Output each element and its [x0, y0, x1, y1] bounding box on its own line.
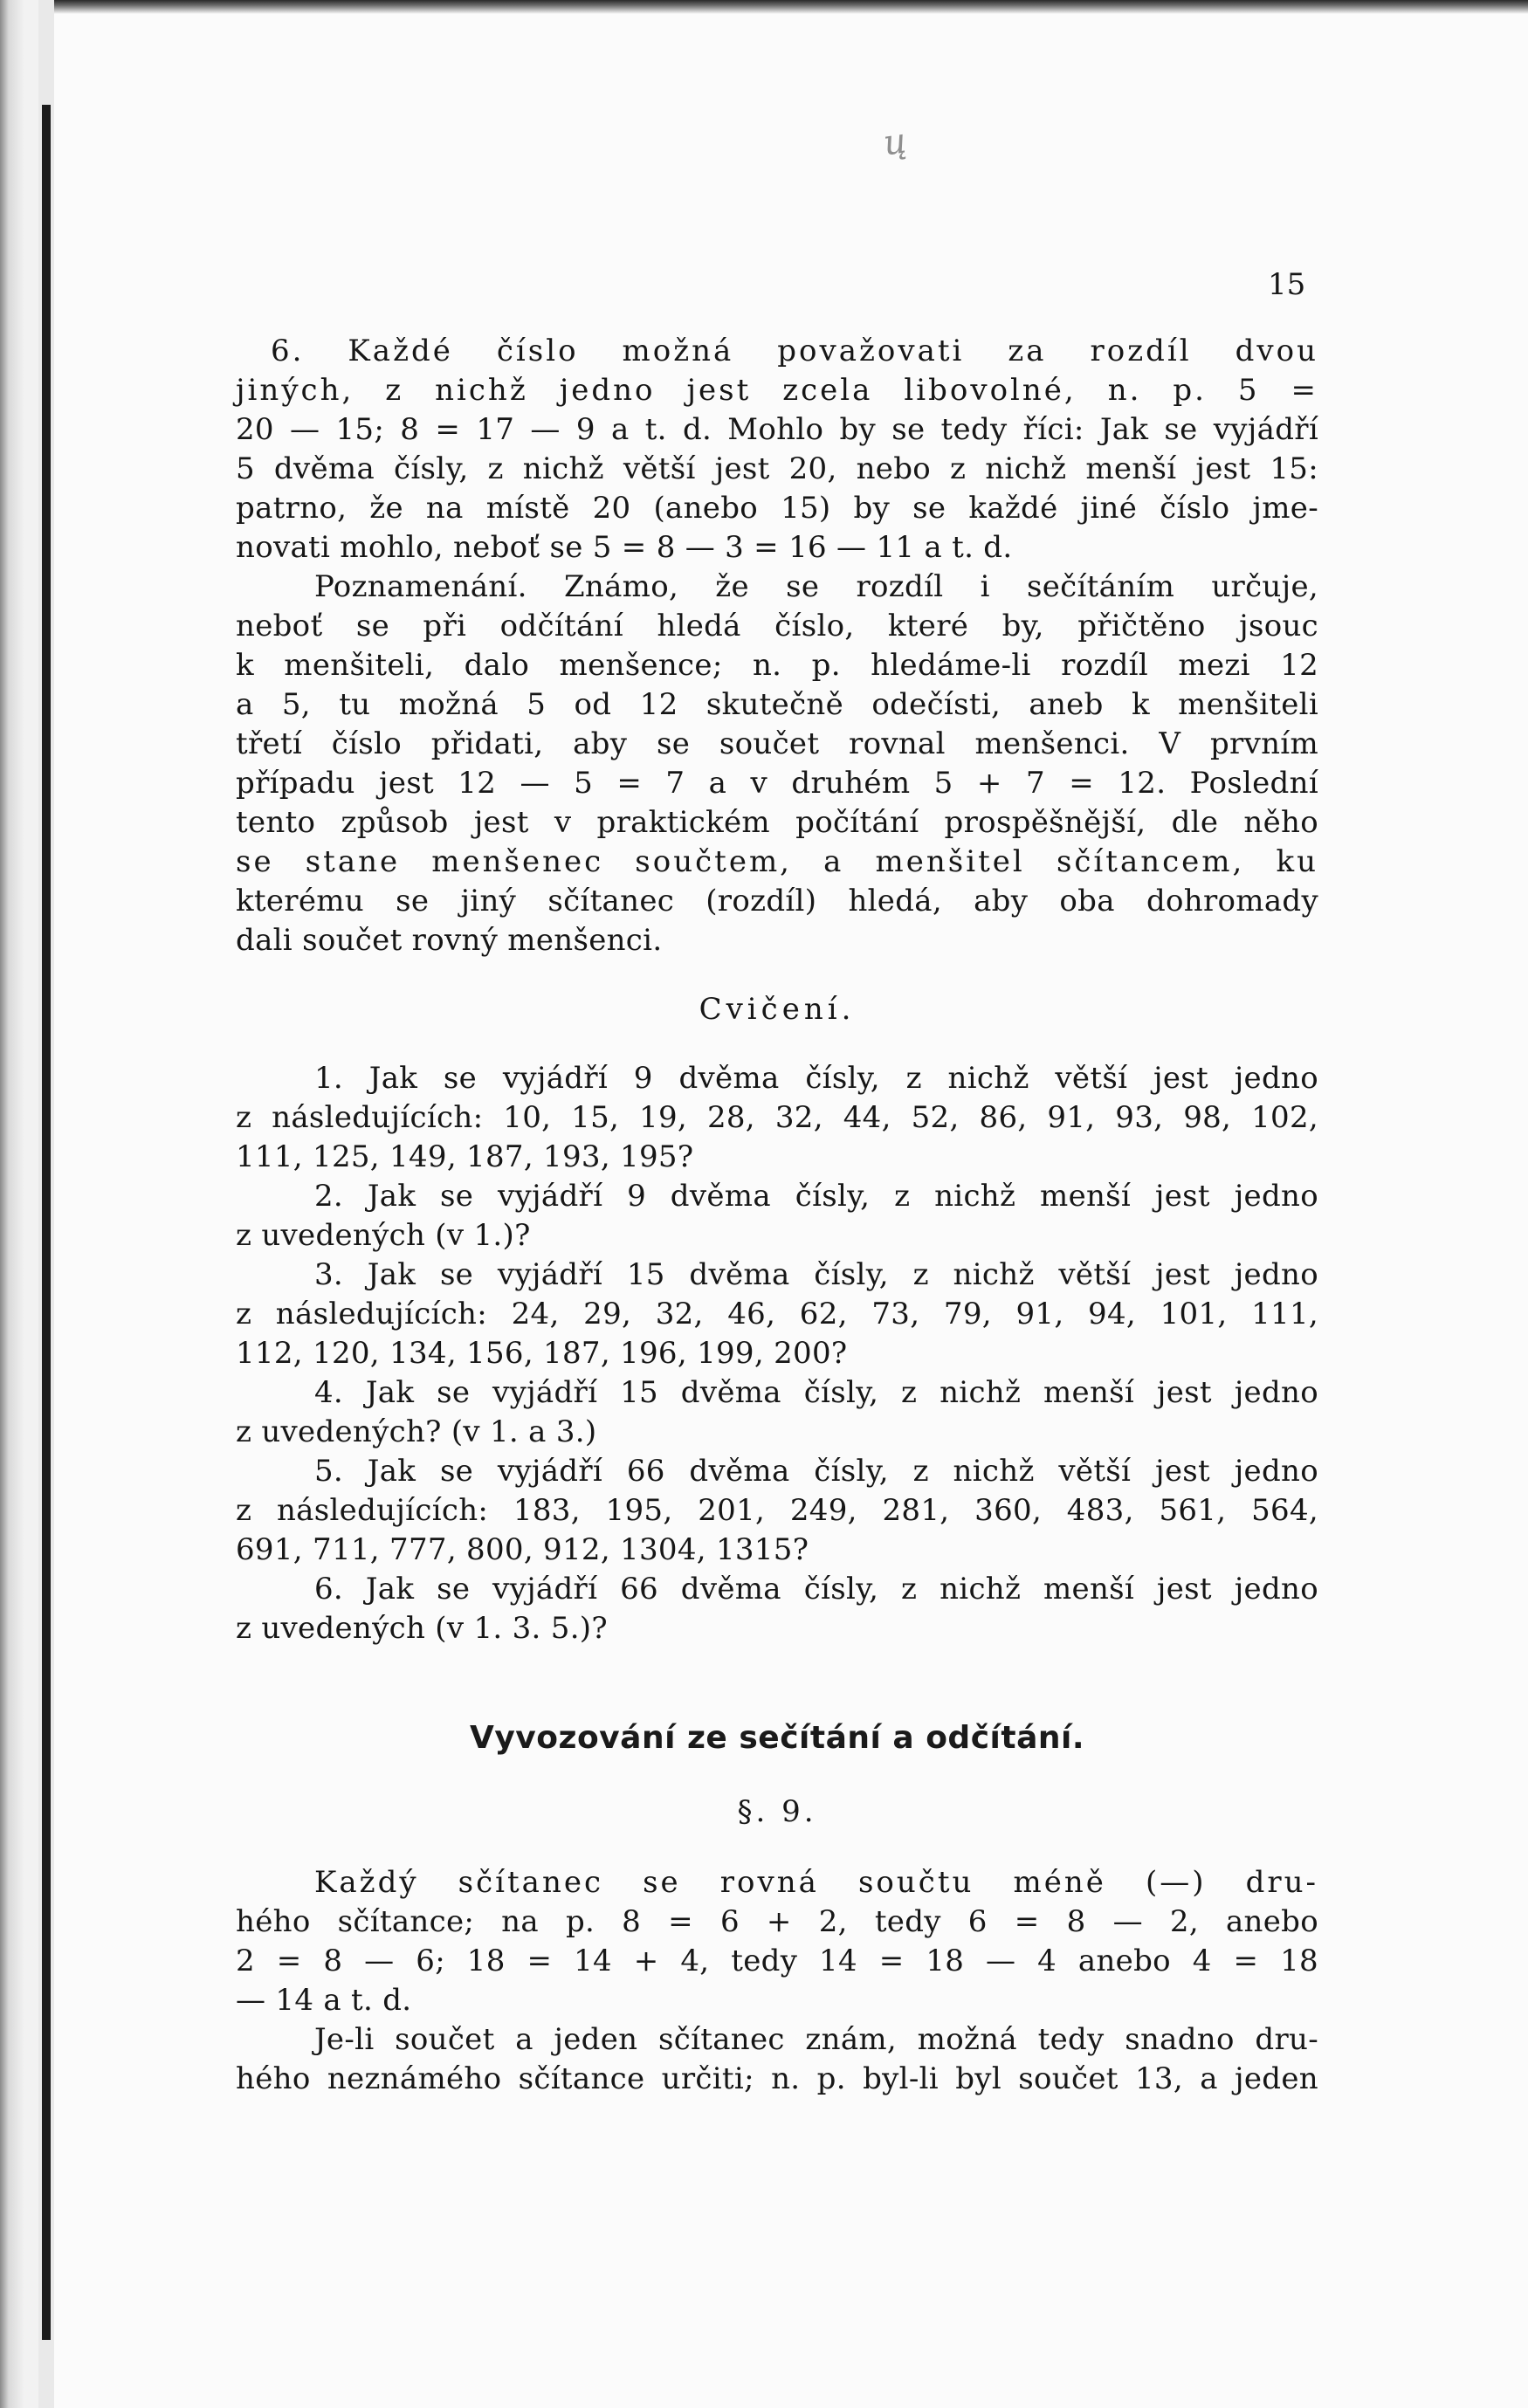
exercise-line: 111, 125, 149, 187, 193, 195? [236, 1139, 694, 1174]
exercise-line: z následujících: 10, 15, 19, 28, 32, 44, 52, 86, 91, 93, 98, 102, [236, 1100, 1318, 1135]
section-number: §. 9. [737, 1794, 817, 1829]
text-line: 6. Každé číslo možná považovati za rozdíl dvou [271, 334, 1318, 368]
text-line: novati mohlo, neboť se 5 = 8 — 3 = 16 — 11 a t. d. [236, 530, 1013, 565]
text-line: a 5, tu možná 5 od 12 skutečně odečísti, aneb k menšiteli [236, 687, 1318, 722]
text-line: k menšiteli, dalo menšence; n. p. hledáme-li rozdíl mezi 12 [236, 648, 1318, 683]
exercise-line: 2. Jak se vyjádří 9 dvěma čísly, z nichž menší jest jedno [314, 1179, 1318, 1214]
binding-shadow [42, 105, 51, 2340]
exercise-line: 112, 120, 134, 156, 187, 196, 199, 200? [236, 1336, 848, 1371]
text-line: se stane menšenec součtem, a menšitel sčítancem, ku [236, 844, 1318, 879]
exercise-line: z uvedených (v 1. 3. 5.)? [236, 1611, 608, 1646]
text-line: dali součet rovný menšenci. [236, 923, 663, 958]
text-line: — 14 a t. d. [236, 1983, 412, 2018]
text-line: neboť se při odčítání hledá číslo, které by, přičtěno jsouc [236, 609, 1318, 643]
text-line: případu jest 12 — 5 = 7 a v druhém 5 + 7 = 12. Poslední [236, 766, 1318, 801]
section-heading: Vyvozování ze sečítání a odčítání. [469, 1720, 1085, 1756]
exercise-line: z následujících: 24, 29, 32, 46, 62, 73, 79, 91, 94, 101, 111, [236, 1297, 1318, 1331]
text-line: patrno, že na místě 20 (anebo 15) by se každé jiné číslo jme- [236, 491, 1318, 526]
pencil-mark: ų [880, 120, 909, 164]
text-line: hého sčítance; na p. 8 = 6 + 2, tedy 6 = 8 — 2, anebo [236, 1904, 1318, 1939]
section-paragraph [236, 1863, 1318, 2099]
text-line: 2 = 8 — 6; 18 = 14 + 4, tedy 14 = 18 — 4 anebo 4 = 18 [236, 1944, 1318, 1978]
text-line: Poznamenání. Známo, že se rozdíl i sečítáním určuje, [314, 569, 1318, 604]
text-line: 20 — 15; 8 = 17 — 9 a t. d. Mohlo by se tedy říci: Jak se vyjádří [236, 412, 1318, 447]
exercise-line: 6. Jak se vyjádří 66 dvěma čísly, z nichž menší jest jedno [314, 1572, 1318, 1606]
exercise-list [236, 1059, 1318, 1648]
page-top-shadow [54, 0, 1528, 14]
exercise-line: 5. Jak se vyjádří 66 dvěma čísly, z nichž větší jest jedno [314, 1454, 1318, 1489]
exercise-line: z uvedených (v 1.)? [236, 1218, 531, 1253]
exercise-line: 1. Jak se vyjádří 9 dvěma čísly, z nichž větší jest jedno [314, 1061, 1318, 1096]
text-line: hého neznámého sčítance určiti; n. p. byl-li byl součet 13, a jeden [236, 2061, 1318, 2096]
text-line: 5 dvěma čísly, z nichž větší jest 20, nebo z nichž menší jest 15: [236, 451, 1318, 486]
page-number: 15 [1268, 267, 1306, 302]
exercise-line: 4. Jak se vyjádří 15 dvěma čísly, z nichž menší jest jedno [314, 1375, 1318, 1410]
text-line: jiných, z nichž jedno jest zcela libovolné, n. p. 5 = [236, 373, 1318, 408]
text-line: Je-li součet a jeden sčítanec znám, možná tedy snadno dru- [314, 2022, 1318, 2057]
exercise-line: 3. Jak se vyjádří 15 dvěma čísly, z nichž větší jest jedno [314, 1257, 1318, 1292]
scan-edge [0, 0, 38, 2408]
exercise-line: z uvedených? (v 1. a 3.) [236, 1414, 597, 1449]
paragraph-6 [236, 332, 1318, 568]
text-line: třetí číslo přidati, aby se součet rovnal menšenci. V prvním [236, 726, 1318, 761]
exercises-title: Cvičení. [699, 992, 856, 1027]
page-text [236, 332, 1318, 2099]
text-line: kterému se jiný sčítanec (rozdíl) hledá, aby oba dohromady [236, 884, 1318, 918]
note-paragraph [236, 568, 1318, 960]
exercise-line: 691, 711, 777, 800, 912, 1304, 1315? [236, 1532, 809, 1567]
text-line: tento způsob jest v praktickém počítání prospěšnější, dle něho [236, 805, 1318, 840]
exercise-line: z následujících: 183, 195, 201, 249, 281, 360, 483, 561, 564, [236, 1493, 1318, 1528]
text-line: Každý sčítanec se rovná součtu méně (—) dru- [314, 1865, 1318, 1900]
